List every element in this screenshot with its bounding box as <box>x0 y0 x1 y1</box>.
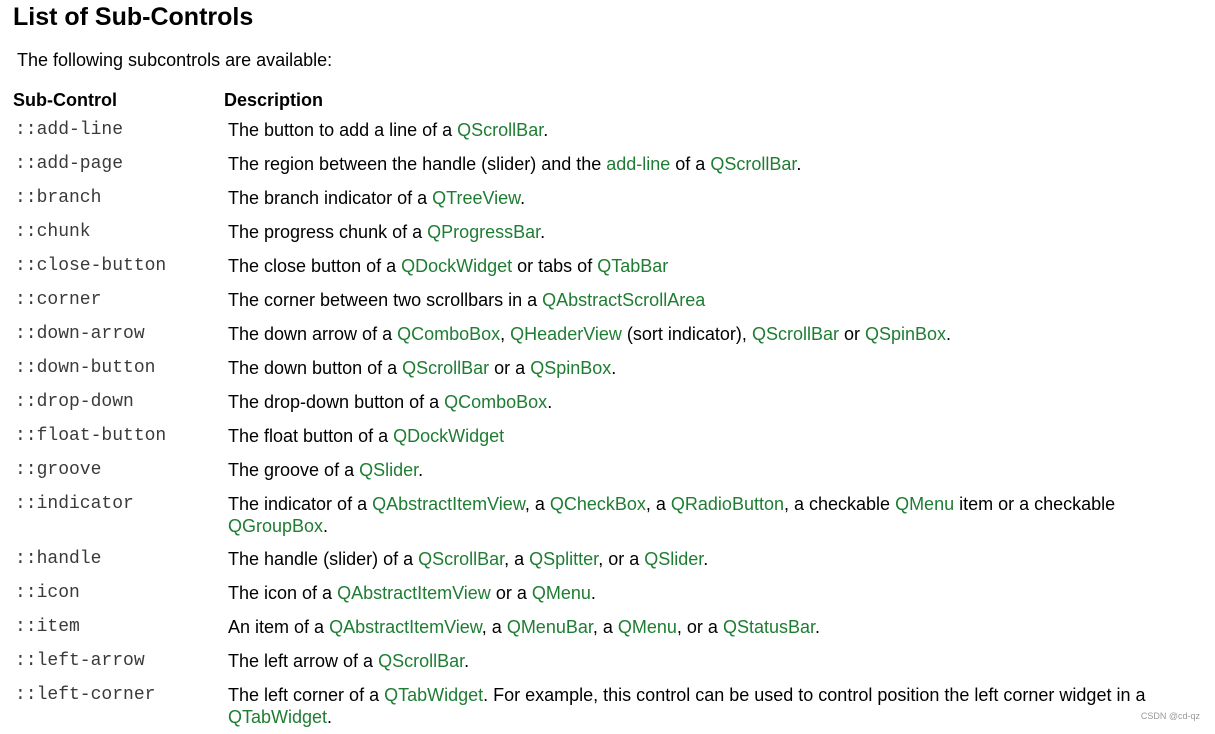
subcontrol-name: ::icon <box>15 583 80 603</box>
description-text: . For example, this control can be used to control position the left corner widget in a <box>483 685 1146 705</box>
class-link[interactable]: QComboBox <box>397 324 501 344</box>
table-row <box>13 148 1208 182</box>
description-text: or a <box>490 583 532 603</box>
description-text: The close button of a <box>228 256 402 276</box>
table-row <box>13 577 1208 611</box>
subcontrol-description <box>226 684 1208 728</box>
description-text: . <box>520 188 526 208</box>
class-link[interactable]: QTabWidget <box>384 685 484 705</box>
table-body <box>13 114 1208 734</box>
class-link[interactable]: QAbstractItemView <box>337 583 491 603</box>
description-text: . <box>611 358 617 378</box>
table-row <box>13 250 1208 284</box>
description-text: , or a <box>598 549 645 569</box>
class-link[interactable]: QComboBox <box>444 392 548 412</box>
subcontrol-name: ::drop-down <box>15 392 134 412</box>
table-row <box>13 679 1208 734</box>
description-text: . <box>590 583 596 603</box>
subcontrol-name: ::add-line <box>15 120 124 140</box>
subcontrol-name: ::indicator <box>15 494 134 514</box>
class-link[interactable]: QStatusBar <box>722 617 815 637</box>
page-title: List of Sub-Controls <box>13 3 254 31</box>
description-text: An item of a <box>228 617 330 637</box>
subcontrol-name: ::groove <box>15 460 102 480</box>
class-link[interactable]: QMenu <box>531 583 591 603</box>
description-text: . <box>540 222 546 242</box>
subcontrol-description <box>226 582 1208 604</box>
subcontrol-name: ::down-button <box>15 358 156 378</box>
description-text: The icon of a <box>228 583 338 603</box>
table-row <box>13 114 1208 148</box>
subcontrol-name: ::handle <box>15 549 102 569</box>
subcontrol-description <box>226 425 1208 447</box>
description-text: The button to add a line of a <box>228 120 458 140</box>
description-text: , a <box>645 494 671 514</box>
class-link[interactable]: QDockWidget <box>393 426 505 446</box>
class-link[interactable]: QScrollBar <box>402 358 490 378</box>
subcontrol-name: ::item <box>15 617 80 637</box>
subcontrol-name: ::left-arrow <box>15 651 145 671</box>
subcontrol-description <box>226 548 1208 570</box>
table-row <box>13 352 1208 386</box>
description-text: . <box>327 707 333 727</box>
table-row <box>13 182 1208 216</box>
class-link[interactable]: QSpinBox <box>530 358 612 378</box>
description-text: The left corner of a <box>228 685 385 705</box>
subcontrol-name: ::left-corner <box>15 685 156 705</box>
description-text: , a <box>481 617 507 637</box>
table-row <box>13 386 1208 420</box>
class-link[interactable]: QMenu <box>895 494 955 514</box>
subcontrol-description <box>226 255 1208 277</box>
description-text: The corner between two scrollbars in a <box>228 290 543 310</box>
class-link[interactable]: QSlider <box>644 549 704 569</box>
description-text: . <box>815 617 821 637</box>
table-header-row <box>13 86 1208 114</box>
description-text: , a <box>524 494 550 514</box>
table-row <box>13 645 1208 679</box>
class-link[interactable]: QRadioButton <box>670 494 784 514</box>
description-text: or a <box>489 358 531 378</box>
subcontrol-description <box>226 459 1208 481</box>
class-link[interactable]: QSlider <box>359 460 419 480</box>
subcontrol-name: ::float-button <box>15 426 167 446</box>
description-text: The float button of a <box>228 426 394 446</box>
subcontrol-description <box>226 650 1208 672</box>
table-row <box>13 318 1208 352</box>
description-text: The drop-down button of a <box>228 392 445 412</box>
class-link[interactable]: QMenu <box>617 617 677 637</box>
subcontrol-name: ::add-page <box>15 154 124 174</box>
description-text: . <box>543 120 549 140</box>
subcontrol-description <box>226 289 1208 311</box>
class-link[interactable]: QHeaderView <box>510 324 622 344</box>
watermark: CSDN @cd-qz <box>1140 711 1200 721</box>
description-text: item or a checkable <box>954 494 1116 514</box>
table-row <box>13 284 1208 318</box>
subcontrol-name: ::close-button <box>15 256 167 276</box>
subcontrol-description <box>226 493 1208 537</box>
subcontrol-name: ::chunk <box>15 222 91 242</box>
description-text: The left arrow of a <box>228 651 379 671</box>
description-text: The down button of a <box>228 358 403 378</box>
subcontrol-description <box>226 391 1208 413</box>
description-text: . <box>703 549 709 569</box>
subcontrol-description <box>226 616 1208 638</box>
description-text: . <box>418 460 424 480</box>
description-text: . <box>946 324 952 344</box>
subcontrol-description <box>226 187 1208 209</box>
description-text: . <box>464 651 470 671</box>
description-text: of a <box>670 154 711 174</box>
description-text: The progress chunk of a <box>228 222 428 242</box>
description-text: . <box>547 392 553 412</box>
column-header-subcontrol: Sub-Control <box>13 90 117 110</box>
description-text: , or a <box>676 617 723 637</box>
class-link[interactable]: QProgressBar <box>427 222 541 242</box>
description-text: The branch indicator of a <box>228 188 433 208</box>
column-header-description: Description <box>224 90 324 110</box>
class-link[interactable]: QTabBar <box>597 256 669 276</box>
description-text: or <box>838 324 865 344</box>
table-row <box>13 611 1208 645</box>
class-link[interactable]: QAbstractScrollArea <box>542 290 706 310</box>
description-text: The groove of a <box>228 460 360 480</box>
class-link[interactable]: QScrollBar <box>418 549 505 569</box>
class-link[interactable]: QSplitter <box>529 549 599 569</box>
table-row <box>13 216 1208 250</box>
class-link[interactable]: QScrollBar <box>751 324 839 344</box>
subcontrol-name: ::down-arrow <box>15 324 145 344</box>
class-link[interactable]: QScrollBar <box>710 154 797 174</box>
description-text: , a checkable <box>783 494 896 514</box>
description-text: . <box>323 516 329 536</box>
description-text: The down arrow of a <box>228 324 398 344</box>
table-row <box>13 488 1208 543</box>
class-link[interactable]: add-line <box>606 154 671 174</box>
class-link[interactable]: QTabWidget <box>228 707 328 727</box>
class-link[interactable]: QTreeView <box>432 188 521 208</box>
class-link[interactable]: QAbstractItemView <box>329 617 482 637</box>
description-text: . <box>796 154 802 174</box>
subcontrol-description <box>226 221 1208 243</box>
class-link[interactable]: QSpinBox <box>864 324 947 344</box>
description-text: The indicator of a <box>228 494 373 514</box>
subcontrol-name: ::corner <box>15 290 102 310</box>
intro-text: The following subcontrols are available: <box>17 50 333 70</box>
description-text: , a <box>504 549 530 569</box>
subcontrol-description <box>226 323 1208 345</box>
class-link[interactable]: QDockWidget <box>401 256 513 276</box>
description-text: (sort indicator), <box>621 324 752 344</box>
table-row <box>13 420 1208 454</box>
class-link[interactable]: QGroupBox <box>228 516 324 536</box>
description-text: The handle (slider) of a <box>228 549 419 569</box>
table-row <box>13 543 1208 577</box>
description-text: , <box>500 324 511 344</box>
class-link[interactable]: QScrollBar <box>378 651 465 671</box>
description-text: or tabs of <box>512 256 598 276</box>
subcontrol-description <box>226 357 1208 379</box>
table-row <box>13 454 1208 488</box>
class-link[interactable]: QAbstractItemView <box>372 494 525 514</box>
subcontrol-description <box>226 119 1208 141</box>
class-link[interactable]: QMenuBar <box>506 617 593 637</box>
subcontrol-description <box>226 153 1208 175</box>
subcontrol-name: ::branch <box>15 188 102 208</box>
class-link[interactable]: QScrollBar <box>457 120 544 140</box>
subcontrols-table <box>13 86 1208 734</box>
description-text: The region between the handle (slider) and the <box>228 154 607 174</box>
description-text: , a <box>592 617 618 637</box>
class-link[interactable]: QCheckBox <box>549 494 646 514</box>
